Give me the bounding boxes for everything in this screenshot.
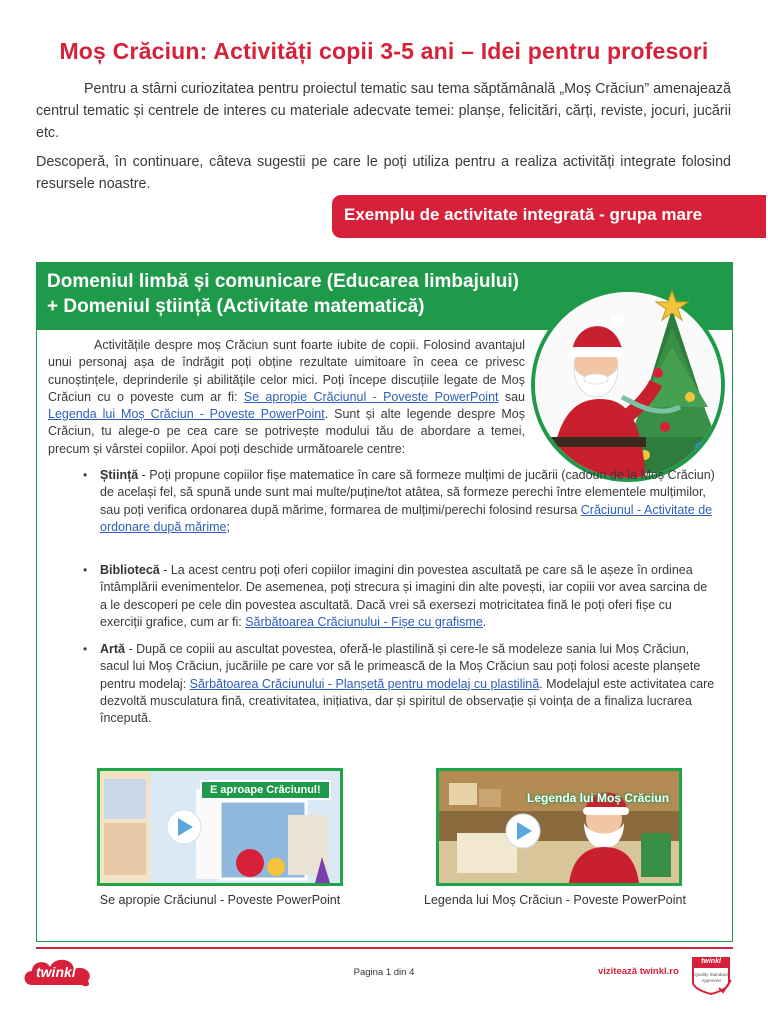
- link-fise-grafisme[interactable]: Sărbătoarea Crăciunului - Fișe cu grafisme: [245, 614, 483, 629]
- list-item-biblioteca: [83, 562, 715, 631]
- badge-top: twinkl: [701, 958, 721, 965]
- link-ordonare-marime[interactable]: Crăciunul - Activitate de ordonare după mărime: [100, 502, 713, 534]
- thumbnail-banner: E aproape Crăciunul!: [200, 780, 331, 800]
- paragraph-text-c: . Sunt și alte legende despre Moș Crăciun, tu alege-o pe cea care se potrivește modului tău de abordare a temei, precum și vârstei copiilor. Apoi poți deschide următoarele centre:: [48, 407, 525, 456]
- header-line-1: Domeniul limbă și comunicare (Educarea limbajului): [47, 271, 519, 292]
- list-item-arta: [83, 641, 715, 727]
- bullet-text: - După ce copiii au ascultat povestea, oferă-le plastilină și cere-le să modeleze sania lui Moș Crăciun, sacul lui Moș Crăciun, jucăriile pe care vor să le primească de la Moș Crăciun sau poți folosi aceste planșete pentru modelaj:: [100, 642, 701, 691]
- list-item-stiinta: [83, 467, 715, 536]
- bullet-icon: •: [83, 642, 88, 656]
- intro-paragraph-2: Descoperă, în continuare, câteva sugestii pe care le poți utiliza pentru a realiza activități integrate folosind resursele noastre.: [36, 154, 731, 192]
- bullet-title: Artă: [100, 642, 126, 656]
- paragraph-text-b: sau: [498, 389, 525, 404]
- bullet-text-after: .: [482, 614, 487, 629]
- thumbnail-caption: Legenda lui Moș Crăciun - Poveste PowerPoint: [424, 893, 686, 907]
- bullet-text: - La acest centru poți oferi copiilor imagini din povestea ascultată pe care să le așeze în ordinea întâmplării evenimentelor. De asemenea, poți strecura și imagini din alte povești, iar copiii vor avea sarcina de a le descoperi pe cele din povestea ascultată. Dacă vrei să exersezi motricitatea fină le poți oferi fișe cu exerciții grafice, cum ar fi:: [100, 563, 708, 629]
- link-se-apropie-craciunul[interactable]: Se apropie Crăciunul - Poveste PowerPoint: [243, 389, 499, 404]
- bullet-title: Știință: [100, 468, 139, 482]
- logo-text: twinkl: [36, 964, 76, 980]
- thumbnail-se-apropie-craciunul[interactable]: [97, 768, 343, 886]
- visit-link[interactable]: vizitează twinkl.ro: [598, 966, 679, 977]
- thumbnail-illustration: [439, 771, 679, 883]
- thumbnail-banner: Legenda lui Moș Crăciun: [527, 791, 670, 805]
- bullet-icon: •: [83, 563, 88, 577]
- link-legenda-mos-craciun[interactable]: Legenda lui Moș Crăciun - Poveste PowerPoint: [48, 407, 325, 422]
- santa-illustration: [530, 287, 760, 483]
- page-number: Pagina 1 din 4: [353, 967, 415, 978]
- bullet-title: Bibliotecă: [100, 563, 160, 577]
- badge-line-2: Approved: [701, 978, 721, 983]
- intro-paragraph-1: Pentru a stârni curiozitatea pentru proiectul tematic sau tema săptămânală „Moș Crăciun” amenajează centrul tematic și centrele de interes cu materiale adecvate temei: planșe, felicitări, cărți, reviste, jocuri, jucării etc.: [36, 81, 731, 141]
- bullet-text: - Poți propune copiilor fișe matematice în care să formeze mulțimi de jucării (cadouri de la Moș Crăciun) de același fel, să spună unde sunt mai multe/puține/tot atâtea, să formeze perechi între elementele mulțimilor, sau poți verifica ordonarea după mărime, formarea de mulțimi/perechi folosind resursa: [100, 468, 715, 517]
- activity-paragraph: [48, 337, 525, 458]
- page-title: Moș Crăciun: Activități copii 3-5 ani – Idei pentru profesori: [59, 38, 709, 64]
- link-planseta-modelaj[interactable]: Sărbătoarea Crăciunului - Planșetă pentru modelaj cu plastilină: [189, 676, 540, 691]
- quality-badge: [689, 952, 733, 996]
- thumbnail-caption: Se apropie Crăciunul - Poveste PowerPoint: [99, 893, 341, 907]
- bullet-icon: •: [83, 468, 88, 482]
- footer-divider: [36, 947, 733, 949]
- example-banner: Exemplu de activitate integrată - grupa mare: [332, 195, 766, 238]
- badge-line-1: Quality Standard: [694, 972, 728, 977]
- bullet-text-after: . Modelajul este activitatea care dezvoltă musculatura fină, creativitatea, inițiativa, dar și spiritul de observație și voința de a finaliza lucrarea începută.: [100, 676, 715, 726]
- thumbnail-legenda-mos-craciun[interactable]: [436, 768, 682, 886]
- bullet-text-after: ;: [226, 519, 230, 534]
- paragraph-text-a: Activitățile despre moș Crăciun sunt foarte iubite de copii. Folosind avantajul unui personaj așa de îndrăgit poți obține rezultate uimitoare în ceea ce privesc cunoștințele, deprinderile și abilitățile celor mici. Poți începe discuțiile legate de Moș Crăciun cu o poveste cum ar fi:: [48, 338, 525, 404]
- header-line-2: + Domeniul știință (Activitate matematică): [47, 296, 425, 317]
